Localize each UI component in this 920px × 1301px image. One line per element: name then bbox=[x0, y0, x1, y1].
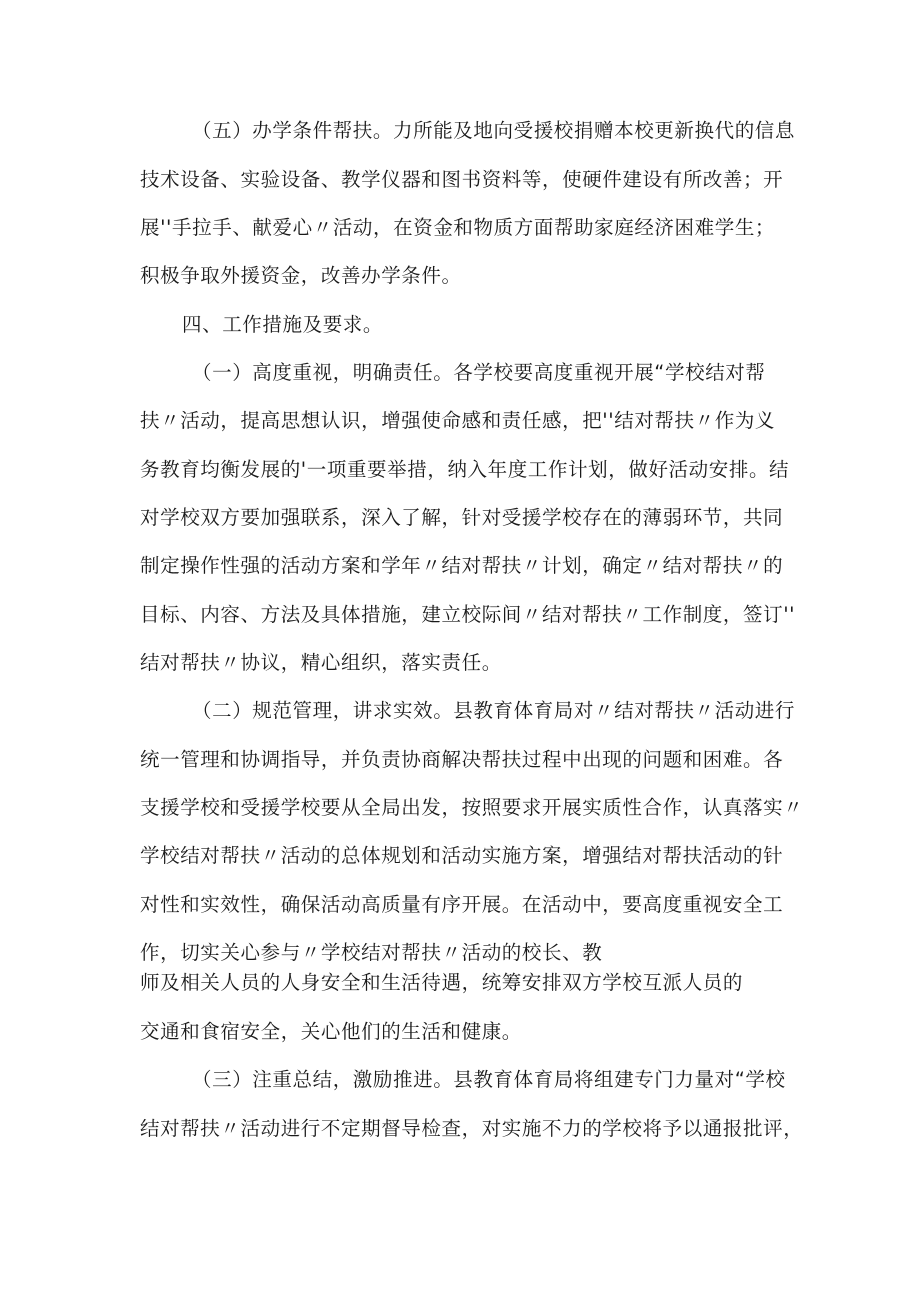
paragraph-line: 务教育均衡发展的'一项重要举措，纳入年度工作计划，做好活动安排。结 bbox=[140, 458, 790, 481]
paragraph-line: 作，切实关心参与〃学校结对帮扶〃活动的校长、教 bbox=[140, 941, 603, 964]
paragraph-line: （三）注重总结，激励推进。县教育体育局将组建专门力量对“学校 bbox=[192, 1068, 786, 1091]
paragraph-line: （五）办学条件帮扶。力所能及地向受援校捐赠本校更新换代的信息 bbox=[192, 119, 796, 142]
paragraph-line: 对学校双方要加强联系，深入了解，针对受援学校存在的薄弱环节，共同 bbox=[140, 506, 784, 529]
paragraph-line: 展''手拉手、献爱心〃活动，在资金和物质方面帮助家庭经济困难学生； bbox=[140, 216, 776, 239]
paragraph-line: 统一管理和协调指导，并负责协商解决帮扶过程中出现的问题和困难。各 bbox=[140, 748, 784, 771]
paragraph-line: 结对帮扶〃协议，精心组织，落实责任。 bbox=[140, 651, 502, 674]
paragraph-line: 师及相关人员的人身安全和生活待遇，统筹安排双方学校互派人员的 bbox=[140, 971, 744, 994]
paragraph-line: 目标、内容、方法及具体措施，建立校际间〃结对帮扶〃工作制度，签订'' bbox=[140, 603, 796, 626]
paragraph-line: 积极争取外援资金，改善办学条件。 bbox=[140, 264, 462, 287]
paragraph-line: 学校结对帮扶〃活动的总体规划和活动实施方案，增强结对帮扶活动的针 bbox=[140, 844, 784, 867]
paragraph-line: 结对帮扶〃活动进行不定期督导检查，对实施不力的学校将予以通报批评， bbox=[140, 1117, 804, 1140]
paragraph-line: （二）规范管理，讲求实效。县教育体育局对〃结对帮扶〃活动进行 bbox=[192, 699, 796, 722]
paragraph-line: 支援学校和受援学校要从全局出发，按照要求开展实质性合作，认真落实〃 bbox=[140, 796, 804, 819]
paragraph-line: 扶〃活动，提高思想认识，增强使命感和责任感，把''结对帮扶〃作为义 bbox=[140, 409, 776, 432]
paragraph-line: 交通和食宿安全，关心他们的生活和健康。 bbox=[140, 1020, 522, 1043]
paragraph-line: 技术设备、实验设备、教学仪器和图书资料等，使硬件建设有所改善；开 bbox=[140, 168, 784, 191]
paragraph-line: （一）高度重视，明确责任。各学校要高度重视开展“学校结对帮 bbox=[192, 361, 766, 384]
section-heading: 四、工作措施及要求。 bbox=[182, 313, 384, 336]
paragraph-line: 制定操作性强的活动方案和学年〃结对帮扶〃计划，确定〃结对帮扶〃的 bbox=[140, 554, 784, 577]
paragraph-line: 对性和实效性，确保活动高质量有序开展。在活动中，要高度重视安全工 bbox=[140, 893, 784, 916]
